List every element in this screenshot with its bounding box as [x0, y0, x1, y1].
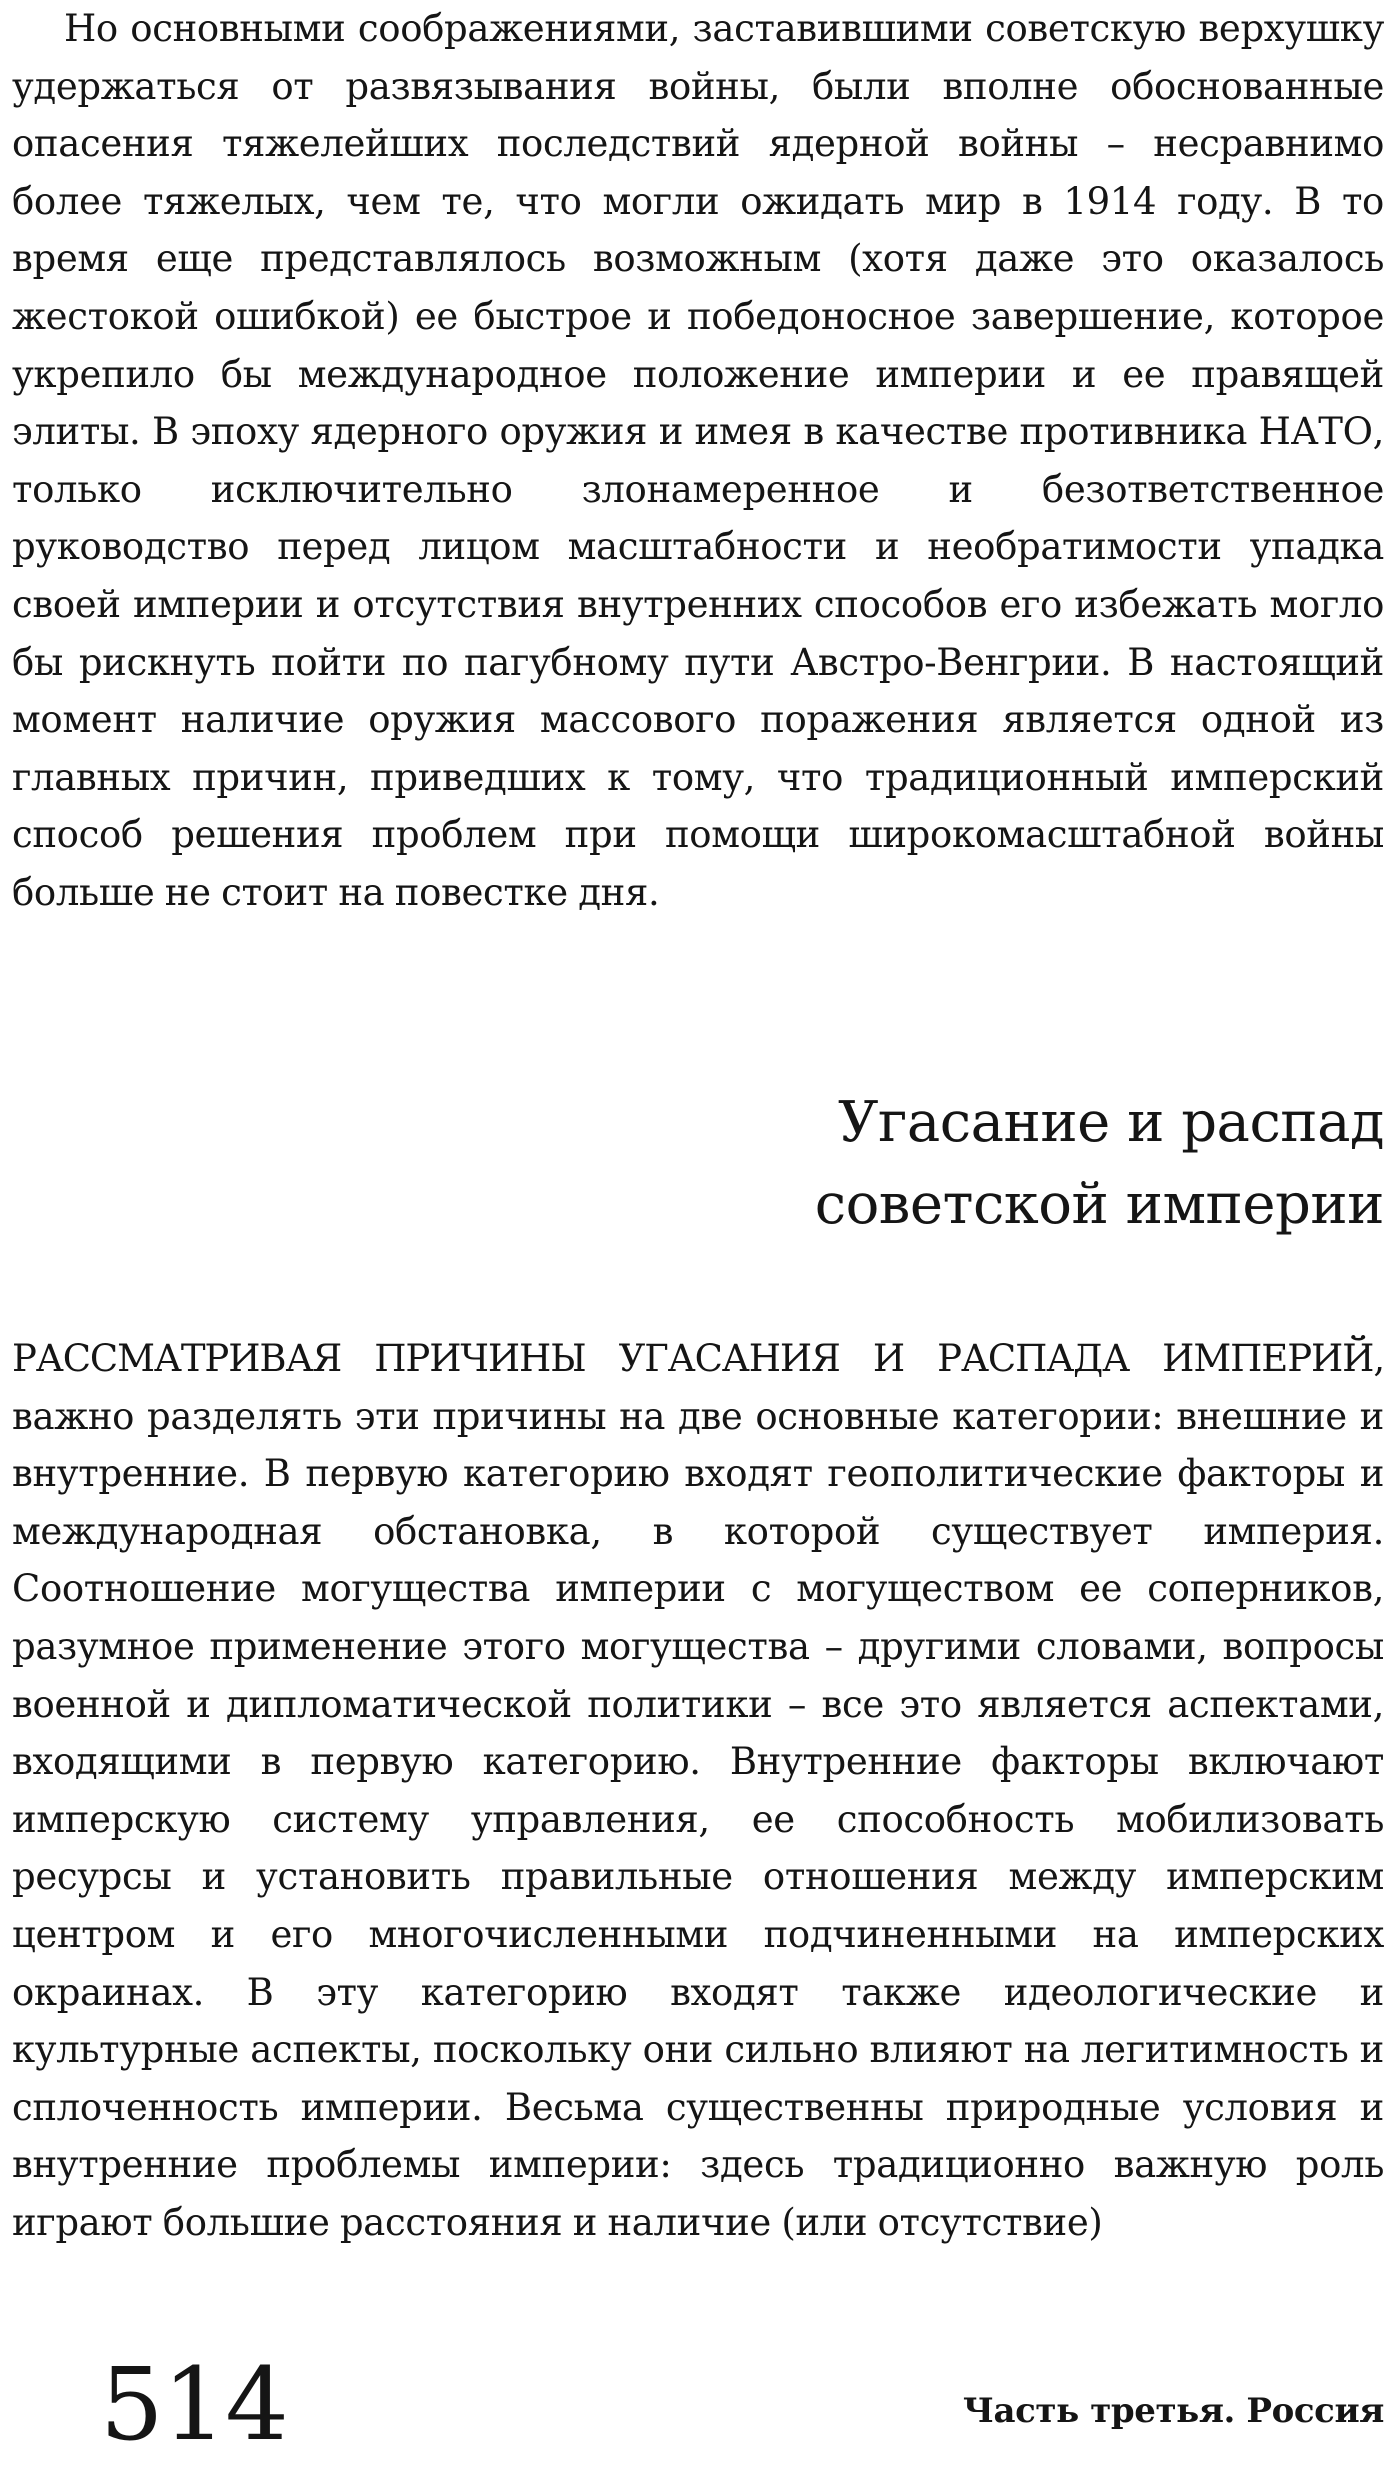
- paragraph-body: важно разделять эти причины на две основные категории: внешние и внутренние. В первую категорию входят геополитические факторы и международная обстановка, в которой существует империя. Соотношение могущества империи с могуществом ее соперников, разумное применение этого могущества – другими словами, вопросы военной и дипломатической политики – все это является аспектами, входящими в первую категорию. Внутренние факторы включают имперскую систему управления, ее способность мобилизовать ресурсы и установить правильные отношения между имперским центром и его многочисленными подчиненными на имперских окраинах. В эту категорию входят также идеологические и культурные аспекты, поскольку они сильно влияют на легитимность и сплоченность империи. Весьма существенны природные условия и внутренние проблемы империи: здесь традиционно важную роль играют большие расстояния и наличие (или отсутствие): [12, 1394, 1384, 2244]
- section-heading: [484, 1082, 1384, 1246]
- running-head: Часть третья. Россия: [962, 2391, 1384, 2431]
- section-heading-line: Угасание и распад: [838, 1090, 1384, 1155]
- body-paragraph: [12, 1330, 1384, 2252]
- section-heading-line: советской империи: [814, 1172, 1384, 1237]
- paragraph-lead-in: РАССМАТРИВАЯ ПРИЧИНЫ УГАСАНИЯ И РАСПАДА ИМПЕРИЙ,: [12, 1337, 1384, 1380]
- page-number: 514: [100, 2346, 288, 2463]
- page-footer: [0, 2340, 1398, 2470]
- body-paragraph: Но основными соображениями, заставившими советскую верхушку удержаться от развязывания войны, были вполне обоснованные опасения тяжелейших последствий ядерной войны – несравнимо более тяжелых, чем те, что могли ожидать мир в 1914 году. В то время еще представлялось возможным (хотя даже это оказалось жестокой ошибкой) ее быстрое и победоносное завершение, которое укрепило бы международное положение империи и ее правящей элиты. В эпоху ядерного оружия и имея в качестве противника НАТО, только исключительно злонамеренное и безответственное руководство перед лицом масштабности и необратимости упадка своей империи и отсутствия внутренних способов его избежать могло бы рискнуть пойти по пагубному пути Австро-Венгрии. В настоящий момент наличие оружия массового поражения является одной из главных причин, приведших к тому, что традиционный имперский способ решения проблем при помощи широкомасштабной войны больше не стоит на повестке дня.: [12, 7, 1384, 914]
